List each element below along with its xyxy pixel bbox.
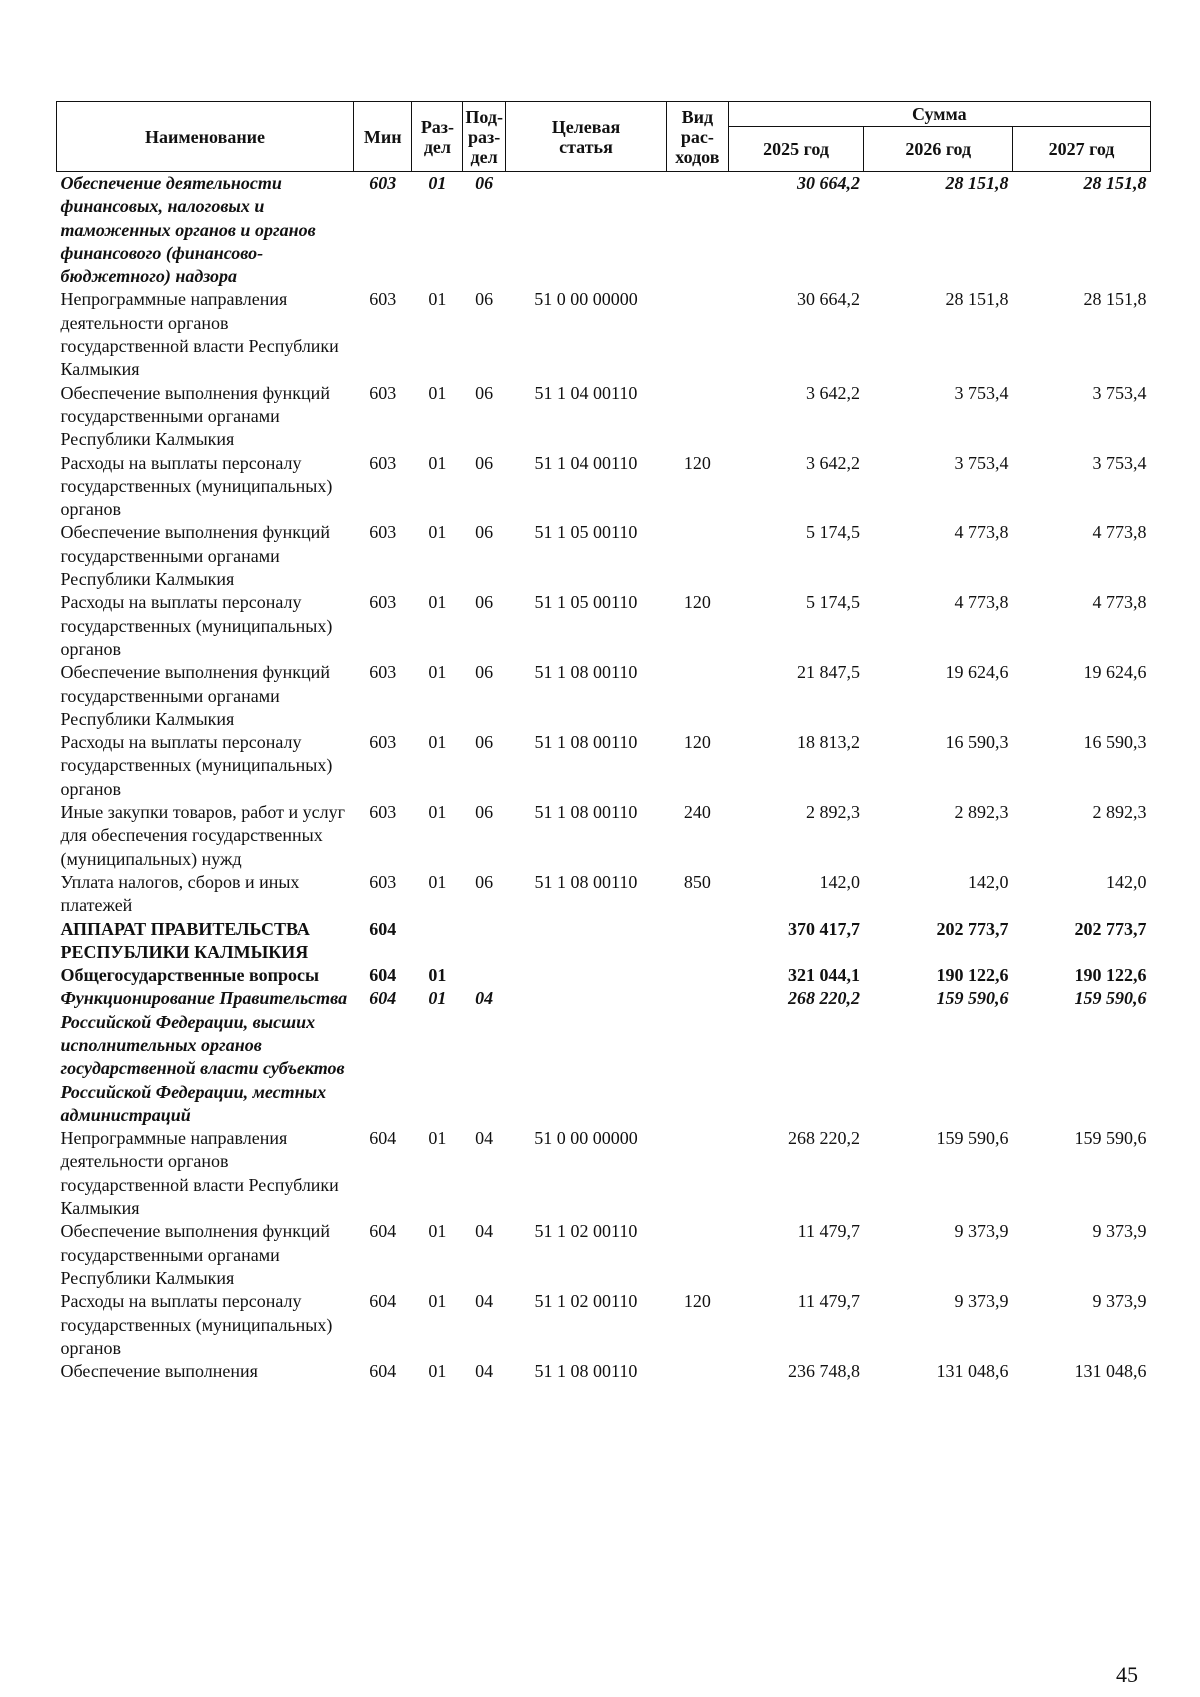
cell-podrazdel: 04 bbox=[475, 1291, 494, 1312]
cell-2026: 9 373,9 bbox=[954, 1291, 1009, 1312]
cell-target: 51 1 08 00110 bbox=[534, 1361, 638, 1382]
cell-min: 604 bbox=[369, 1128, 397, 1149]
header-target: Целевая статья bbox=[505, 102, 666, 172]
cell-podrazdel: 06 bbox=[475, 382, 494, 403]
cell-target: 51 0 00 00000 bbox=[534, 1128, 638, 1149]
cell-2027: 9 373,9 bbox=[1092, 1221, 1147, 1242]
cell-target bbox=[505, 918, 666, 965]
cell-razdel: 01 bbox=[428, 452, 447, 473]
cell-razdel: 01 bbox=[428, 1291, 447, 1312]
cell-name: Иные закупки товаров, работ и услуг для обеспечения государственных (муниципальных) нужд bbox=[60, 802, 345, 869]
table-row bbox=[57, 918, 1151, 965]
cell-2027: 159 590,6 bbox=[1074, 1128, 1147, 1149]
cell-target: 51 0 00 00000 bbox=[534, 289, 638, 310]
cell-2026: 3 753,4 bbox=[954, 382, 1009, 403]
cell-razdel: 01 bbox=[428, 662, 447, 683]
cell-podrazdel: 06 bbox=[475, 662, 494, 683]
cell-2027: 28 151,8 bbox=[1083, 289, 1147, 310]
cell-2027: 9 373,9 bbox=[1092, 1291, 1147, 1312]
cell-podrazdel: 06 bbox=[475, 732, 494, 753]
table-row bbox=[57, 964, 1151, 987]
cell-2025: 18 813,2 bbox=[796, 732, 860, 753]
cell-podrazdel: 04 bbox=[475, 1361, 494, 1382]
cell-razdel: 01 bbox=[428, 802, 447, 823]
header-sum: Сумма bbox=[728, 102, 1150, 127]
cell-vid bbox=[667, 382, 729, 452]
cell-2027: 16 590,3 bbox=[1083, 732, 1147, 753]
cell-name: Функционирование Правительства Российской Федерации, высших исполнительных органов государственной власти субъектов Российской Федерации, местных администраций bbox=[60, 988, 348, 1125]
cell-vid: 120 bbox=[683, 1291, 711, 1312]
cell-razdel: 01 bbox=[428, 382, 447, 403]
cell-target: 51 1 04 00110 bbox=[534, 382, 638, 403]
cell-2025: 2 892,3 bbox=[805, 802, 860, 823]
table-row bbox=[57, 661, 1151, 731]
cell-podrazdel: 04 bbox=[475, 988, 494, 1009]
cell-2026: 159 590,6 bbox=[936, 988, 1009, 1009]
cell-name: Обеспечение выполнения функций государственными органами Республики Калмыкия bbox=[60, 662, 330, 729]
cell-name: Обеспечение выполнения функций государственными органами Республики Калмыкия bbox=[60, 522, 330, 590]
budget-table bbox=[56, 101, 1151, 1383]
cell-2027: 19 624,6 bbox=[1083, 662, 1147, 683]
cell-razdel: 01 bbox=[428, 871, 447, 892]
cell-vid bbox=[667, 987, 729, 1127]
cell-podrazdel bbox=[463, 964, 505, 987]
cell-razdel: 01 bbox=[428, 522, 447, 543]
cell-vid bbox=[667, 288, 729, 381]
cell-razdel: 01 bbox=[428, 965, 447, 986]
cell-2025: 321 044,1 bbox=[787, 965, 860, 986]
page-number: 45 bbox=[1116, 1662, 1138, 1687]
cell-target: 51 1 08 00110 bbox=[534, 802, 638, 823]
cell-name: Общегосударственные вопросы bbox=[60, 965, 319, 986]
cell-min: 604 bbox=[369, 965, 397, 986]
cell-min: 604 bbox=[369, 1361, 397, 1382]
cell-name: Расходы на выплаты персоналу государственных (муниципальных) органов bbox=[60, 1291, 333, 1358]
cell-2027: 2 892,3 bbox=[1092, 802, 1147, 823]
cell-podrazdel: 06 bbox=[475, 289, 494, 310]
cell-podrazdel: 04 bbox=[475, 1221, 494, 1242]
cell-2027: 3 753,4 bbox=[1092, 452, 1147, 473]
cell-name: Непрограммные направления деятельности органов государственной власти Республики Калмыкия bbox=[60, 1128, 339, 1219]
cell-target: 51 1 04 00110 bbox=[534, 452, 638, 473]
cell-2026: 131 048,6 bbox=[936, 1361, 1009, 1382]
cell-target: 51 1 02 00110 bbox=[534, 1221, 638, 1242]
cell-target: 51 1 05 00110 bbox=[534, 522, 638, 543]
cell-vid: 120 bbox=[683, 592, 711, 613]
cell-razdel: 01 bbox=[428, 1128, 447, 1149]
cell-2026: 4 773,8 bbox=[954, 522, 1009, 543]
cell-target: 51 1 02 00110 bbox=[534, 1291, 638, 1312]
cell-razdel: 01 bbox=[428, 1221, 447, 1242]
cell-2027: 131 048,6 bbox=[1074, 1361, 1147, 1382]
cell-razdel: 01 bbox=[428, 173, 447, 193]
cell-2025: 11 479,7 bbox=[797, 1291, 860, 1312]
cell-target bbox=[505, 987, 666, 1127]
cell-razdel: 01 bbox=[428, 732, 447, 753]
table-row bbox=[57, 591, 1151, 661]
cell-2025: 370 417,7 bbox=[787, 918, 860, 939]
cell-target: 51 1 08 00110 bbox=[534, 662, 638, 683]
cell-name: Уплата налогов, сборов и иных платежей bbox=[60, 871, 300, 916]
cell-min: 604 bbox=[369, 918, 397, 939]
cell-2027: 4 773,8 bbox=[1092, 592, 1147, 613]
cell-name: Обеспечение выполнения bbox=[60, 1361, 258, 1382]
cell-podrazdel bbox=[463, 918, 505, 965]
cell-2026: 190 122,6 bbox=[936, 965, 1009, 986]
cell-2025: 3 642,2 bbox=[805, 452, 860, 473]
cell-2027: 3 753,4 bbox=[1092, 382, 1147, 403]
cell-vid bbox=[667, 918, 729, 965]
cell-podrazdel: 06 bbox=[475, 522, 494, 543]
cell-2027: 4 773,8 bbox=[1092, 522, 1147, 543]
cell-podrazdel: 04 bbox=[475, 1128, 494, 1149]
cell-razdel bbox=[412, 918, 463, 965]
cell-2027: 28 151,8 bbox=[1083, 173, 1147, 193]
cell-2026: 2 892,3 bbox=[954, 802, 1009, 823]
cell-2025: 5 174,5 bbox=[805, 592, 860, 613]
cell-target: 51 1 05 00110 bbox=[534, 592, 638, 613]
cell-target bbox=[505, 964, 666, 987]
cell-podrazdel: 06 bbox=[475, 452, 494, 473]
cell-vid bbox=[667, 661, 729, 731]
cell-min: 603 bbox=[369, 452, 397, 473]
cell-name: Обеспечение выполнения функций государственными органами Республики Калмыкия bbox=[60, 382, 330, 450]
cell-name: Обеспечение выполнения функций государственными органами Республики Калмыкия bbox=[60, 1221, 330, 1288]
table-row bbox=[57, 1360, 1151, 1383]
cell-min: 604 bbox=[369, 988, 397, 1009]
cell-2025: 30 664,2 bbox=[796, 289, 860, 310]
cell-2026: 28 151,8 bbox=[945, 173, 1009, 193]
table-row bbox=[57, 801, 1151, 871]
cell-name: Обеспечение деятельности финансовых, налоговых и таможенных органов и органов финансового (финансово-бюджетного) надзора bbox=[60, 173, 316, 287]
cell-2027: 190 122,6 bbox=[1074, 965, 1147, 986]
cell-vid bbox=[667, 1220, 729, 1290]
cell-min: 603 bbox=[369, 732, 397, 753]
table-row bbox=[57, 521, 1151, 591]
cell-razdel: 01 bbox=[428, 289, 447, 310]
cell-vid bbox=[667, 172, 729, 289]
cell-2025: 30 664,2 bbox=[796, 173, 860, 193]
cell-vid bbox=[667, 1360, 729, 1383]
table-header bbox=[57, 102, 1151, 172]
cell-2026: 16 590,3 bbox=[945, 732, 1009, 753]
table-row bbox=[57, 1127, 1151, 1220]
table-row bbox=[57, 382, 1151, 452]
cell-vid: 120 bbox=[683, 732, 711, 753]
cell-vid: 850 bbox=[683, 871, 711, 892]
cell-min: 603 bbox=[369, 662, 397, 683]
cell-2025: 21 847,5 bbox=[796, 662, 860, 683]
table-row bbox=[57, 172, 1151, 289]
cell-2025: 11 479,7 bbox=[797, 1221, 860, 1242]
cell-2026: 159 590,6 bbox=[936, 1128, 1009, 1149]
cell-min: 603 bbox=[369, 289, 397, 310]
cell-2026: 9 373,9 bbox=[954, 1221, 1009, 1242]
cell-2026: 142,0 bbox=[968, 871, 1009, 892]
cell-min: 603 bbox=[369, 871, 397, 892]
cell-podrazdel: 06 bbox=[475, 173, 494, 193]
cell-target: 51 1 08 00110 bbox=[534, 871, 638, 892]
header-name: Наименование bbox=[57, 102, 354, 172]
cell-target bbox=[505, 172, 666, 289]
cell-name: Расходы на выплаты персоналу государственных (муниципальных) органов bbox=[60, 592, 333, 659]
table-row bbox=[57, 987, 1151, 1127]
cell-2025: 5 174,5 bbox=[805, 522, 860, 543]
table-body bbox=[57, 172, 1151, 1384]
table-row bbox=[57, 871, 1151, 918]
header-vid: Вид рас- ходов bbox=[667, 102, 729, 172]
cell-min: 603 bbox=[369, 802, 397, 823]
cell-2025: 142,0 bbox=[819, 871, 860, 892]
header-razdel: Раз- дел bbox=[412, 102, 463, 172]
header-2026: 2026 год bbox=[864, 127, 1013, 172]
cell-name: Расходы на выплаты персоналу государственных (муниципальных) органов bbox=[60, 732, 333, 799]
cell-2027: 202 773,7 bbox=[1074, 918, 1147, 939]
table-row bbox=[57, 452, 1151, 522]
cell-razdel: 01 bbox=[428, 592, 447, 613]
cell-min: 603 bbox=[369, 522, 397, 543]
cell-razdel: 01 bbox=[428, 988, 447, 1009]
cell-2025: 268 220,2 bbox=[787, 1128, 860, 1149]
cell-vid bbox=[667, 964, 729, 987]
header-podrazdel: Под- раз- дел bbox=[463, 102, 505, 172]
cell-vid bbox=[667, 521, 729, 591]
cell-target: 51 1 08 00110 bbox=[534, 732, 638, 753]
cell-razdel: 01 bbox=[428, 1361, 447, 1382]
cell-2027: 159 590,6 bbox=[1074, 988, 1147, 1009]
cell-2027: 142,0 bbox=[1106, 871, 1147, 892]
cell-name: Расходы на выплаты персоналу государственных (муниципальных) органов bbox=[60, 452, 333, 520]
cell-2026: 202 773,7 bbox=[936, 918, 1009, 939]
cell-podrazdel: 06 bbox=[475, 592, 494, 613]
cell-min: 603 bbox=[369, 592, 397, 613]
cell-2025: 236 748,8 bbox=[787, 1361, 860, 1382]
header-2025: 2025 год bbox=[728, 127, 864, 172]
cell-2026: 3 753,4 bbox=[954, 452, 1009, 473]
cell-2025: 3 642,2 bbox=[805, 382, 860, 403]
table-row bbox=[57, 288, 1151, 381]
cell-vid: 120 bbox=[683, 452, 711, 473]
cell-min: 604 bbox=[369, 1221, 397, 1242]
cell-2025: 268 220,2 bbox=[787, 988, 860, 1009]
cell-2026: 19 624,6 bbox=[945, 662, 1009, 683]
header-2027: 2027 год bbox=[1013, 127, 1151, 172]
cell-min: 603 bbox=[369, 382, 397, 403]
cell-podrazdel: 06 bbox=[475, 871, 494, 892]
cell-min: 603 bbox=[369, 173, 397, 193]
table-row bbox=[57, 1290, 1151, 1360]
table-row bbox=[57, 1220, 1151, 1290]
cell-name: АППАРАТ ПРАВИТЕЛЬСТВА РЕСПУБЛИКИ КАЛМЫКИЯ bbox=[60, 918, 310, 962]
cell-2026: 28 151,8 bbox=[945, 289, 1009, 310]
cell-vid: 240 bbox=[683, 802, 711, 823]
cell-vid bbox=[667, 1127, 729, 1220]
cell-podrazdel: 06 bbox=[475, 802, 494, 823]
cell-min: 604 bbox=[369, 1291, 397, 1312]
cell-2026: 4 773,8 bbox=[954, 592, 1009, 613]
header-min: Мин bbox=[354, 102, 412, 172]
table-row bbox=[57, 731, 1151, 801]
cell-name: Непрограммные направления деятельности органов государственной власти Республики Калмыкия bbox=[60, 289, 339, 380]
